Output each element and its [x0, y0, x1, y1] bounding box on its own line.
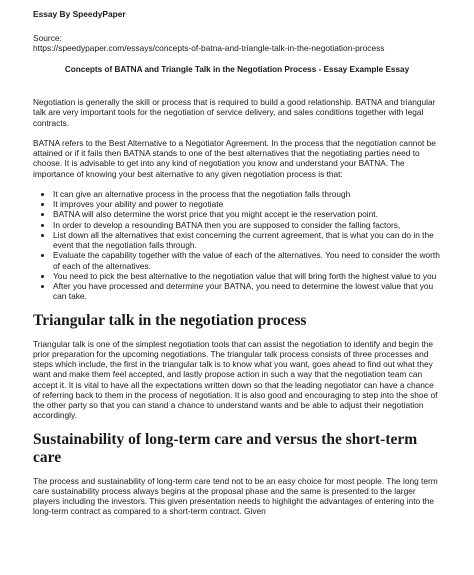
- document-title: Concepts of BATNA and Triangle Talk in the Negotiation Process - Essay Example Essay: [64, 65, 410, 74]
- source-url: https://speedypaper.com/essays/concepts-of-batna-and-triangle-talk-in-the-negotiation-process: [33, 43, 385, 53]
- batna-paragraph: BATNA refers to the Best Alternative to a Negotiator Agreement. In the process that the negotiation cannot be attained or if it fails then BATNA stands to one of the best alternatives that the negotiating parties need to choose. It is advisable to get into any kind of negotiation you know and understand your BATNA. The importance of knowing your best alternative to any given negotiation process is that:: [33, 137, 436, 179]
- list-item: • List down all the alternatives that exist concerning the current agreement, that is what you can do in the event that the negotiation falls through.: [53, 230, 441, 251]
- list-item: • BATNA will also determine the worst price that you might accept ie the reservation point.: [53, 209, 441, 219]
- list-item: • You need to pick the best alternative to the negotiation value that will bring forth the highest value to you: [53, 271, 441, 281]
- list-item: • It can give an alternative process in the process that the negotiation falls through: [53, 189, 441, 199]
- batna-bullet-list: [33, 189, 441, 302]
- section-heading-sustainability: Sustainability of long-term care and versus the short-term care: [33, 430, 418, 466]
- list-item: • In order to develop a resounding BATNA then you are supposed to consider the falling factors,: [53, 220, 441, 230]
- section-heading-triangular-talk: Triangular talk in the negotiation process: [33, 311, 307, 329]
- list-item: • After you have processed and determine your BATNA, you need to determine the lowest value that you can take.: [53, 281, 441, 302]
- brand-line: Essay By SpeedyPaper: [33, 9, 126, 19]
- list-item: • It improves your ability and power to negotiate: [53, 199, 441, 209]
- section-body-triangular-talk: Triangular talk is one of the simplest negotiation tools that can assist the negotiation to identify and begin the prior preparation for the upcoming negotiations. The triangular talk process consists of three processes and steps which include, the first in the triangular talk is to know what you want, goes ahead to find out what they want and make them feel accepted, and lastly propose action in such a way that the negotiation team can accept it. It is vital to have all the expectations written down so that the leading negotiator can have a chance of referring back to them in the process of negotiation. It is also good and encouraging to step into the shoe of the other party so that you can stand a chance to understand wants and be able to adjust their negotiation accordingly.: [33, 338, 438, 421]
- source-label: Source:: [33, 33, 62, 43]
- section-body-sustainability: The process and sustainability of long-term care tend not to be an easy choice for most people. The long term care sustainability process always begins at the proposal phase and the same is presented to the larger players including the investors. This given presentation needs to highlight the advantages of entering into the long-term contract as compared to a short-term contract. Given: [33, 475, 438, 517]
- list-item: • Evaluate the capability together with the value of each of the alternatives. You need to consider the worth of each of the alternatives.: [53, 250, 441, 271]
- intro-paragraph: Negotiation is generally the skill or process that is required to build a good relationship. BATNA and triangular talk are very important tools for the negotiation of service delivery, and sales conditions together with legal contracts.: [33, 97, 436, 128]
